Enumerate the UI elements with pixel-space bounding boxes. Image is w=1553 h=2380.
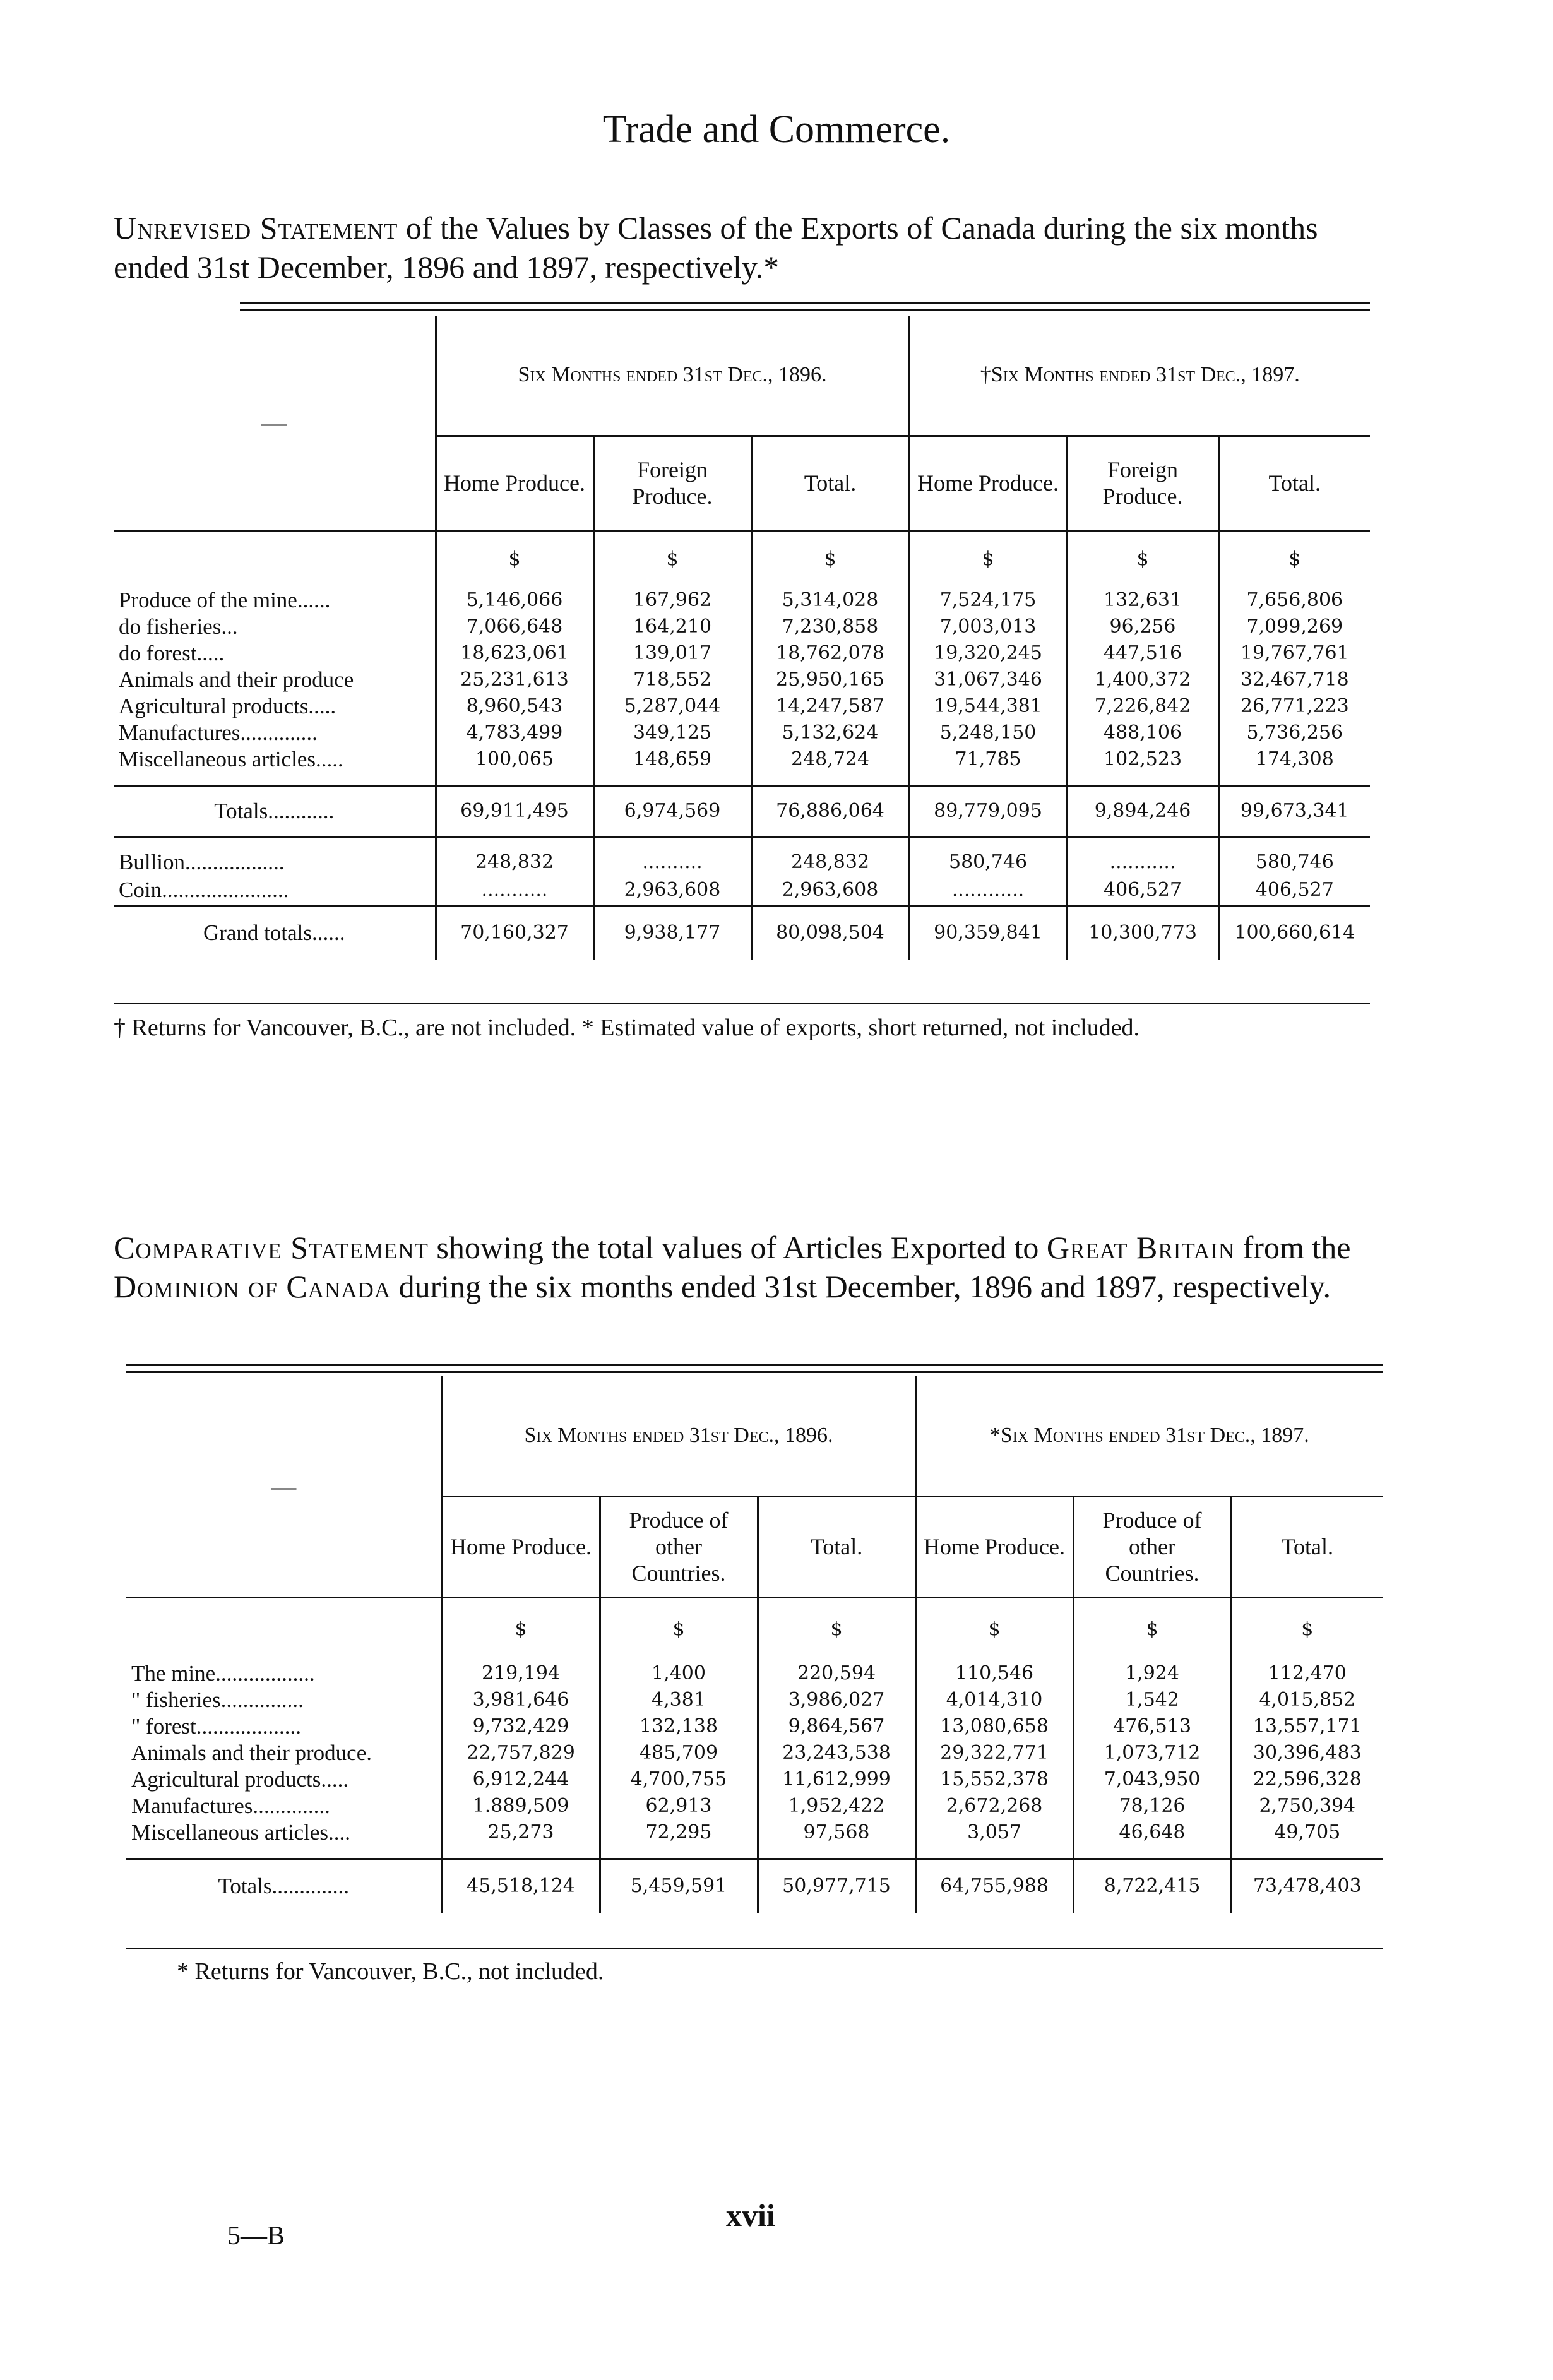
table2-currency: $ [1231, 1597, 1383, 1660]
table2-spacer-cell [442, 1846, 600, 1859]
table1-row-value: 447,516 [1067, 640, 1218, 667]
table2-row-value: 2,672,268 [915, 1793, 1073, 1819]
table2-row-value: 485,709 [600, 1740, 758, 1766]
table1-row-value: 488,106 [1067, 720, 1218, 746]
table1-row-value: 102,523 [1067, 746, 1218, 773]
table1-currency: $ [1067, 530, 1218, 587]
table1-row-value: 8,960,543 [436, 693, 593, 720]
table1-row-spacer [114, 773, 1370, 785]
table1-totals-value: 6,974,569 [593, 785, 751, 837]
table1-row-value: 248,724 [751, 746, 909, 773]
table2-col-home-1896: Home Produce. [442, 1496, 600, 1597]
table1-row-value: 32,467,718 [1218, 667, 1370, 693]
table2-spacer-cell [758, 1846, 915, 1859]
table1-row-value: 174,308 [1218, 746, 1370, 773]
table1-row-value: 71,785 [909, 746, 1067, 773]
table1-coin-value: 2,963,608 [751, 875, 909, 907]
table2-row-value: 4,381 [600, 1687, 758, 1713]
table1-spacer-cell [114, 773, 436, 785]
table2-row-value: 4,015,852 [1231, 1687, 1383, 1713]
table1-row-value: 100,065 [436, 746, 593, 773]
table1-grand-totals-value: 90,359,841 [909, 907, 1067, 960]
table2-row [126, 1713, 1383, 1740]
table1-bullion-value: ........... [1067, 837, 1218, 875]
table1-row-value: 7,524,175 [909, 587, 1067, 614]
table2-row-value: 15,552,378 [915, 1766, 1073, 1793]
table2-row-value: 13,080,658 [915, 1713, 1073, 1740]
table1-row-value: 5,146,066 [436, 587, 593, 614]
table1-row-value: 139,017 [593, 640, 751, 667]
table2-row-value: 22,757,829 [442, 1740, 600, 1766]
table1-top-rule [240, 302, 1370, 304]
table1-currency: $ [1218, 530, 1370, 587]
table2-row [126, 1793, 1383, 1819]
table2-row-value: 30,396,483 [1231, 1740, 1383, 1766]
table1-row-value: 96,256 [1067, 614, 1218, 640]
table2-spacer-cell [126, 1846, 442, 1859]
table2-row-value: 97,568 [758, 1819, 915, 1846]
table2-caption-dominion: Dominion of Canada [114, 1269, 391, 1304]
table2-spacer-cell [600, 1846, 758, 1859]
table1-currency-stub [114, 530, 436, 587]
table1-coin-value: 2,963,608 [593, 875, 751, 907]
table2-top-rule-2 [126, 1371, 1383, 1373]
table1-row-label: Agricultural products..... [119, 694, 336, 718]
table2-bottom-rule [126, 1948, 1383, 1949]
table1-row-label: Produce of the mine...... [119, 588, 331, 612]
table2-spacer-cell [915, 1846, 1073, 1859]
table1-row-value: 18,762,078 [751, 640, 909, 667]
table1-row [114, 693, 1370, 720]
table2-row-value: 3,981,646 [442, 1687, 600, 1713]
table2-row-value: 49,705 [1231, 1819, 1383, 1846]
table1-row-label: Manufactures.............. [119, 720, 318, 745]
table1-bullion-label: Bullion.................. [114, 837, 436, 875]
table1-top-rule-2 [240, 309, 1370, 311]
table1-bullion-value: 580,746 [909, 837, 1067, 875]
table2-row-value: 9,864,567 [758, 1713, 915, 1740]
table2-row-label: Animals and their produce. [131, 1740, 372, 1765]
table2-row [126, 1660, 1383, 1687]
table2-totals-value: 8,722,415 [1073, 1859, 1231, 1913]
table2-totals-value: 5,459,591 [600, 1859, 758, 1913]
table1-bullion-value: 248,832 [751, 837, 909, 875]
table2-group-1896: Six Months ended 31st Dec., 1896. [442, 1376, 915, 1496]
table2-row-label: " forest................... [131, 1714, 301, 1739]
table1-row [114, 746, 1370, 773]
table1-col-total-1896: Total. [751, 436, 909, 530]
table2-group-1897: *Six Months ended 31st Dec., 1897. [915, 1376, 1383, 1496]
table2-top-rule [126, 1364, 1383, 1366]
table1-row-label: Miscellaneous articles..... [119, 747, 343, 771]
page-title: Trade and Commerce. [602, 108, 951, 151]
table1-row-value: 7,003,013 [909, 614, 1067, 640]
table1-coin-value: ............ [909, 875, 1067, 907]
table1-bullion-value: 248,832 [436, 837, 593, 875]
table2-row-label: " fisheries............... [131, 1687, 304, 1712]
table2-row-value: 4,700,755 [600, 1766, 758, 1793]
table1-row-value: 7,066,648 [436, 614, 593, 640]
table1-row-value: 5,287,044 [593, 693, 751, 720]
table1-row-value: 14,247,587 [751, 693, 909, 720]
table1-row-value: 132,631 [1067, 587, 1218, 614]
table2-row-value: 1,073,712 [1073, 1740, 1231, 1766]
table2-row-label: Manufactures.............. [131, 1794, 330, 1818]
table2-caption-mid2: from the [1235, 1230, 1351, 1265]
table1-row-label: Animals and their produce [119, 667, 354, 692]
table1-spacer-cell [909, 773, 1067, 785]
table2-row-value: 7,043,950 [1073, 1766, 1231, 1793]
table1-row-value: 167,962 [593, 587, 751, 614]
table2-row-value: 3,057 [915, 1819, 1073, 1846]
table2-row-value: 1,924 [1073, 1660, 1231, 1687]
table2-spacer-cell [1073, 1846, 1231, 1859]
table2-row-value: 62,913 [600, 1793, 758, 1819]
table1-totals-label: Totals............ [114, 785, 436, 837]
table1-spacer-cell [751, 773, 909, 785]
table1-stub-head: — [261, 408, 287, 437]
table1-spacer-cell [1218, 773, 1370, 785]
table2-row-value: 78,126 [1073, 1793, 1231, 1819]
table1 [114, 316, 1370, 960]
table2-col-home-1897: Home Produce. [915, 1496, 1073, 1597]
table2-row-value: 1,400 [600, 1660, 758, 1687]
table1-col-home-1896: Home Produce. [436, 436, 593, 530]
table1-currency: $ [751, 530, 909, 587]
table1-row [114, 614, 1370, 640]
table2-row-value: 6,912,244 [442, 1766, 600, 1793]
table2-row-label: Miscellaneous articles.... [131, 1820, 350, 1845]
table1-currency: $ [593, 530, 751, 587]
table1-col-total-1897: Total. [1218, 436, 1370, 530]
table1-caption [114, 208, 1370, 287]
table2-caption-mid: showing the total values of Articles Exported to [428, 1230, 1047, 1265]
table1-row-value: 4,783,499 [436, 720, 593, 746]
table2-currency: $ [758, 1597, 915, 1660]
table1-row-value: 349,125 [593, 720, 751, 746]
table1-totals-value: 89,779,095 [909, 785, 1067, 837]
table2-row-value: 25,273 [442, 1819, 600, 1846]
signature-mark: 5—B [227, 2222, 285, 2251]
table1-row-value: 5,736,256 [1218, 720, 1370, 746]
table1-caption-lead: Unrevised Statement [114, 210, 398, 246]
table1-col-foreign-1896: Foreign Produce. [593, 436, 751, 530]
table1-spacer-cell [593, 773, 751, 785]
table2-row-value: 4,014,310 [915, 1687, 1073, 1713]
table1-row-label: do fisheries... [119, 614, 238, 639]
table2-col-other-1897: Produce of other Countries. [1073, 1496, 1231, 1597]
table1-footnote: † Returns for Vancouver, B.C., are not included. * Estimated value of exports, short returned, not included. [114, 1014, 1140, 1041]
table1-row-value: 7,226,842 [1067, 693, 1218, 720]
table1-spacer-cell [436, 773, 593, 785]
table2-caption-lead: Comparative Statement [114, 1230, 429, 1265]
table1-grand-totals-label: Grand totals...... [114, 907, 436, 960]
table2-row-value: 1.889,509 [442, 1793, 600, 1819]
table2-row-value: 3,986,027 [758, 1687, 915, 1713]
table2-row-value: 112,470 [1231, 1660, 1383, 1687]
table1-row-value: 19,544,381 [909, 693, 1067, 720]
table2-totals-value: 73,478,403 [1231, 1859, 1383, 1913]
table2-row [126, 1766, 1383, 1793]
table2-currency: $ [442, 1597, 600, 1660]
table1-row [114, 720, 1370, 746]
table2-row [126, 1740, 1383, 1766]
table2-row-value: 2,750,394 [1231, 1793, 1383, 1819]
table1-row-value: 1,400,372 [1067, 667, 1218, 693]
table2-caption [114, 1228, 1370, 1306]
table1-bottom-rule [114, 1003, 1370, 1004]
table1-row-value: 18,623,061 [436, 640, 593, 667]
table1-totals-value: 9,894,246 [1067, 785, 1218, 837]
table1-row [114, 587, 1370, 614]
table2-col-total-1897: Total. [1231, 1496, 1383, 1597]
table2-row-value: 1,952,422 [758, 1793, 915, 1819]
table2-row [126, 1687, 1383, 1713]
table1-spacer-cell [1067, 773, 1218, 785]
table2-col-total-1896: Total. [758, 1496, 915, 1597]
table1-row-value: 25,231,613 [436, 667, 593, 693]
table1-row-value: 5,248,150 [909, 720, 1067, 746]
table1-currency: $ [436, 530, 593, 587]
table1-bullion-value: .......... [593, 837, 751, 875]
table1-row-value: 5,132,624 [751, 720, 909, 746]
table2-currency: $ [915, 1597, 1073, 1660]
table1-row-value: 26,771,223 [1218, 693, 1370, 720]
table2-row-value: 72,295 [600, 1819, 758, 1846]
table2-row-value: 476,513 [1073, 1713, 1231, 1740]
table2-totals-value: 50,977,715 [758, 1859, 915, 1913]
table1-totals-value: 69,911,495 [436, 785, 593, 837]
table2-row-value: 110,546 [915, 1660, 1073, 1687]
table2-caption-gb: Great Britain [1046, 1230, 1235, 1265]
table2-col-other-1896: Produce of other Countries. [600, 1496, 758, 1597]
table1-totals-value: 99,673,341 [1218, 785, 1370, 837]
table1-coin-value: ........... [436, 875, 593, 907]
table2 [126, 1376, 1383, 1913]
table1-row [114, 640, 1370, 667]
table2-row-value: 23,243,538 [758, 1740, 915, 1766]
table1-row [114, 667, 1370, 693]
table1-group-1896: Six Months ended 31st Dec., 1896. [436, 316, 909, 436]
table1-grand-totals-value: 80,098,504 [751, 907, 909, 960]
table1-coin-value: 406,527 [1218, 875, 1370, 907]
table2-row-value: 13,557,171 [1231, 1713, 1383, 1740]
table1-totals-value: 76,886,064 [751, 785, 909, 837]
table1-row-value: 31,067,346 [909, 667, 1067, 693]
table2-row-value: 9,732,429 [442, 1713, 600, 1740]
table1-row-value: 7,656,806 [1218, 587, 1370, 614]
table2-footnote: * Returns for Vancouver, B.C., not included. [177, 1958, 604, 1985]
table2-row-value: 46,648 [1073, 1819, 1231, 1846]
table2-row-spacer [126, 1846, 1383, 1859]
table1-row-value: 25,950,165 [751, 667, 909, 693]
table2-row-value: 220,594 [758, 1660, 915, 1687]
table1-bullion-value: 580,746 [1218, 837, 1370, 875]
table1-grand-totals-value: 10,300,773 [1067, 907, 1218, 960]
table1-caption-rest: of the Values by Classes of the Exports of Canada during the six months ended 31st December, 1896 and 1897, respectively.* [114, 210, 1318, 285]
table1-row-value: 19,767,761 [1218, 640, 1370, 667]
table2-row-value: 22,596,328 [1231, 1766, 1383, 1793]
table1-col-home-1897: Home Produce. [909, 436, 1067, 530]
table1-grand-totals-value: 100,660,614 [1218, 907, 1370, 960]
table2-stub-head: — [271, 1472, 297, 1501]
table2-currency: $ [1073, 1597, 1231, 1660]
table1-row-value: 164,210 [593, 614, 751, 640]
table2-row-value: 132,138 [600, 1713, 758, 1740]
table2-row-value: 1,542 [1073, 1687, 1231, 1713]
table2-row-label: The mine.................. [131, 1661, 315, 1686]
table2-row-value: 11,612,999 [758, 1766, 915, 1793]
table2-row-value: 219,194 [442, 1660, 600, 1687]
table1-group-1897: †Six Months ended 31st Dec., 1897. [909, 316, 1370, 436]
table1-row-value: 7,099,269 [1218, 614, 1370, 640]
table1-coin-label: Coin....................... [119, 877, 289, 902]
table1-grand-totals-value: 70,160,327 [436, 907, 593, 960]
table1-row-value: 19,320,245 [909, 640, 1067, 667]
table2-caption-rest: during the six months ended 31st December, 1896 and 1897, respectively. [391, 1269, 1331, 1304]
table1-row-value: 7,230,858 [751, 614, 909, 640]
table2-currency-stub [126, 1597, 442, 1660]
table2-totals-value: 45,518,124 [442, 1859, 600, 1913]
table1-col-foreign-1897: Foreign Produce. [1067, 436, 1218, 530]
table2-totals-value: 64,755,988 [915, 1859, 1073, 1913]
table1-grand-totals-value: 9,938,177 [593, 907, 751, 960]
table1-row-value: 5,314,028 [751, 587, 909, 614]
table2-spacer-cell [1231, 1846, 1383, 1859]
table2-currency: $ [600, 1597, 758, 1660]
table1-row-value: 718,552 [593, 667, 751, 693]
table2-row-value: 29,322,771 [915, 1740, 1073, 1766]
page-number: xvii [726, 2198, 775, 2233]
table1-coin-value: 406,527 [1067, 875, 1218, 907]
table2-totals-label: Totals.............. [126, 1859, 442, 1913]
table2-row [126, 1819, 1383, 1846]
table1-row-value: 148,659 [593, 746, 751, 773]
table1-row-label: do forest..... [119, 641, 225, 665]
table2-row-label: Agricultural products..... [131, 1767, 349, 1792]
table1-currency: $ [909, 530, 1067, 587]
